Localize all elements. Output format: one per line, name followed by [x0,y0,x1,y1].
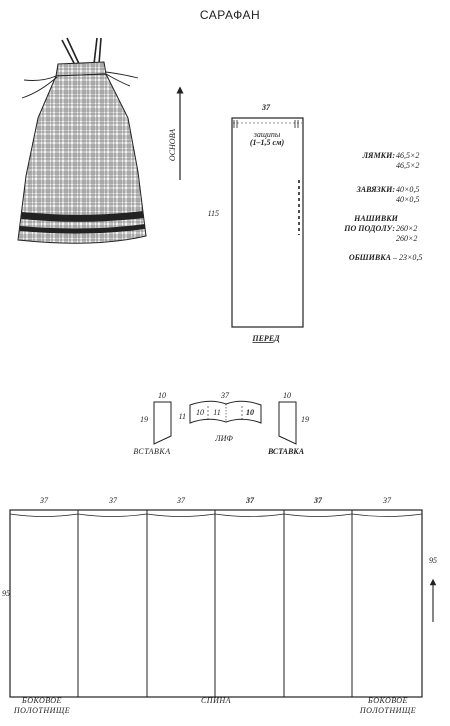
ties-value-2: 40×0,5 [396,195,420,204]
front-piece [232,118,303,327]
straps-value-1: 46,5×2 [396,151,420,160]
back-center-label: СПИНА [200,696,232,705]
bodice-label: ЛИФ [215,434,233,443]
right-insert-width: 10 [283,391,291,400]
side-right-label-2: ПОЛОТНИЩЕ [359,706,417,715]
panel-width-2: 37 [109,496,117,505]
ties-label: ЗАВЯЗКИ: [356,185,395,194]
left-insert-height: 19 [140,415,148,424]
facing-label: ОБШИВКА [348,253,391,262]
left-insert-width: 10 [158,391,166,400]
panel-height-left: 95 [2,589,10,598]
right-insert-label: ВСТАВКА [267,447,305,456]
bodice-seg-b: 11 [213,408,221,417]
bodice-seg-c: 10 [246,408,254,417]
front-piece-name: ПЕРЕД [252,334,280,343]
ties-value-1: 40×0,5 [396,185,420,194]
panel-width-4: 37 [246,496,254,505]
bodice-side-height: 11 [178,412,186,421]
grain-label: ОСНОВА [168,128,177,162]
pleats-label: защипы [253,130,281,139]
side-left-label-1: БОКОВОЕ [22,696,62,705]
left-insert-label: ВСТАВКА [133,447,171,456]
side-left-label-2: ПОЛОТНИЩЕ [13,706,71,715]
right-insert [279,402,296,444]
pleats-size: (1–1,5 см) [249,138,285,147]
panel-width-1: 37 [40,496,48,505]
bodice-seg-a: 10 [196,408,204,417]
bodice-top-width: 37 [221,391,229,400]
front-height: 115 [207,209,219,218]
facing-value: – 23×0,5 [393,253,423,262]
straps-label: ЛЯМКИ: [362,151,395,160]
right-insert-height: 19 [301,415,309,424]
page-title: САРАФАН [199,8,261,22]
panel-height-right: 95 [429,556,437,565]
back-panel [10,510,422,697]
straps-value-2: 46,5×2 [396,161,420,170]
panel-width-6: 37 [383,496,391,505]
sarafan-illustration [18,38,146,243]
hem-label-2: ПО ПОДОЛУ: [344,224,395,233]
front-width: 37 [262,103,270,112]
left-insert [154,402,171,444]
hem-label-1: НАШИВКИ [354,214,398,223]
side-right-label-1: БОКОВОЕ [368,696,408,705]
hem-value-1: 260×2 [396,224,418,233]
panel-width-3: 37 [177,496,185,505]
panel-width-5: 37 [314,496,322,505]
specs-list [343,151,422,262]
hem-value-2: 260×2 [396,234,418,243]
